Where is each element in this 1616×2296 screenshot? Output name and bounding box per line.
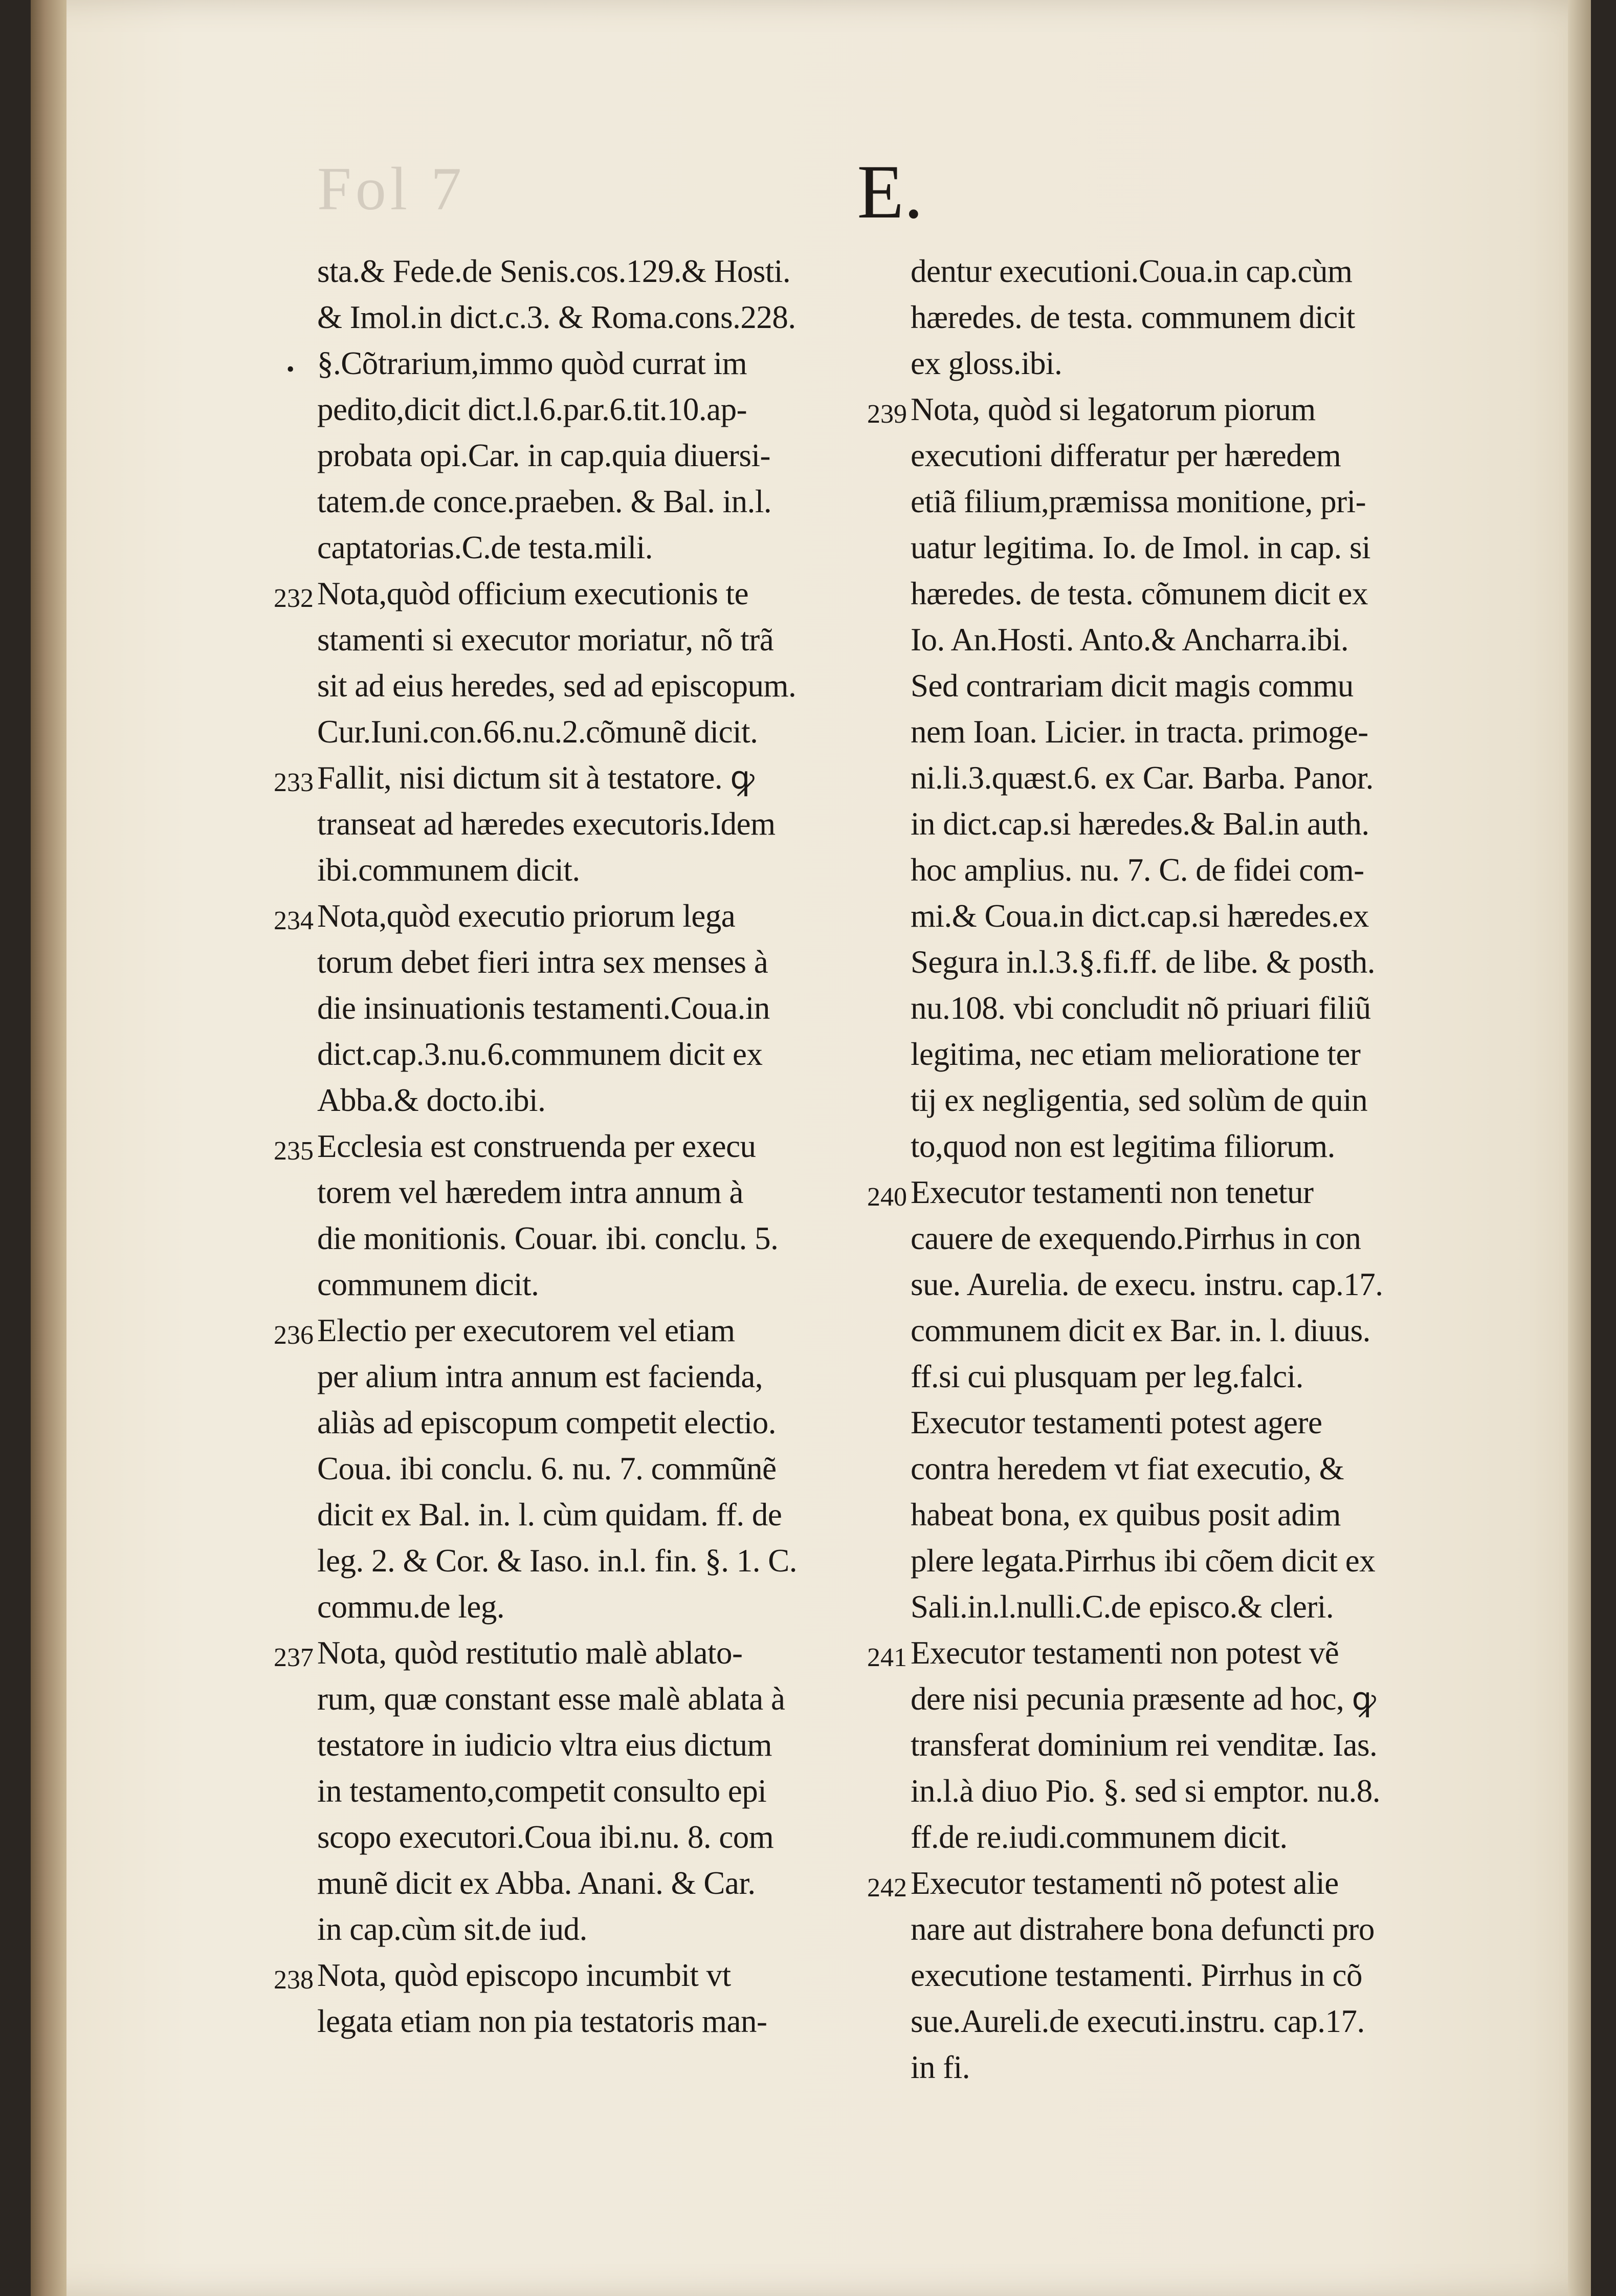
text-line: to,quod non est legitima filiorum.: [911, 1128, 1335, 1164]
text-line: sue.Aureli.de executi.instru. cap.17.: [911, 2003, 1365, 2039]
text-line: per alium intra annum est facienda,: [317, 1359, 763, 1394]
text-line: rum, quæ constant esse malè ablata à: [317, 1681, 785, 1717]
entry: [274, 1952, 895, 2044]
text-line: executioni differatur per hæredem: [911, 438, 1341, 473]
text-line: ex gloss.ibi.: [911, 345, 1062, 381]
text-line: hoc amplius. nu. 7. C. de fidei com-: [911, 852, 1364, 888]
text-line: in cap.cùm sit.de iud.: [317, 1911, 587, 1947]
left-column: [274, 248, 895, 2044]
text-line: nare aut distrahere bona defuncti pro: [911, 1911, 1375, 1947]
text-line: Nota, quòd si legatorum piorum: [911, 391, 1316, 427]
text-line: in.l.à diuo Pio. §. sed si emptor. nu.8.: [911, 1773, 1380, 1809]
text-line: die monitionis. Couar. ibi. conclu. 5.: [317, 1220, 779, 1256]
entry: [286, 340, 895, 571]
entry-number: 240: [867, 1183, 907, 1212]
text-line: leg. 2. & Cor. & Iaso. in.l. fin. §. 1. C.: [317, 1543, 797, 1579]
right-column: [867, 248, 1514, 2090]
text-line: Nota, quòd episcopo incumbit vt: [317, 1957, 731, 1993]
entry-number: 241: [867, 1643, 907, 1672]
entry-number: 234: [274, 906, 314, 935]
text-line: Coua. ibi conclu. 6. nu. 7. commũnẽ: [317, 1451, 777, 1486]
text-line: torum debet fieri intra sex menses à: [317, 944, 768, 980]
text-line: etiã filium,præmissa monitione, pri-: [911, 484, 1366, 519]
text-line: transeat ad hæredes executoris.Idem: [317, 806, 776, 842]
text-line: executione testamenti. Pirrhus in cõ: [911, 1957, 1363, 1993]
text-line: in testamento,competit consulto epi: [317, 1773, 767, 1809]
text-line: dentur executioni.Coua.in cap.cùm: [911, 253, 1353, 289]
text-line: stamenti si executor moriatur, nõ trã: [317, 622, 774, 658]
text-line: Io. An.Hosti. Anto.& Ancharra.ibi.: [911, 622, 1349, 658]
text-line: Executor testamenti potest agere: [911, 1405, 1322, 1440]
text-line: Abba.& docto.ibi.: [317, 1082, 546, 1118]
text-line: plere legata.Pirrhus ibi cõem dicit ex: [911, 1543, 1376, 1579]
text-line: nem Ioan. Licier. in tracta. primoge-: [911, 714, 1368, 750]
text-line: Executor testamenti non potest vẽ: [911, 1635, 1339, 1671]
text-line: & Imol.in dict.c.3. & Roma.cons.228.: [317, 299, 796, 335]
text-line: ibi.communem dicit.: [317, 852, 580, 888]
page-binding: [31, 0, 67, 2296]
text-line: dict.cap.3.nu.6.communem dicit ex: [317, 1036, 763, 1072]
text-line: tatem.de conce.praeben. & Bal. in.l.: [317, 484, 772, 519]
entry-number: 232: [274, 584, 314, 613]
bleed-through-folio: Fol 7: [317, 155, 466, 223]
text-line: §.Cõtrarium,immo quòd currat im: [317, 345, 747, 381]
text-line: Nota,quòd executio priorum lega: [317, 898, 736, 934]
entry: [274, 571, 895, 755]
text-line: Electio per executorem vel etiam: [317, 1313, 735, 1348]
entry-number: 233: [274, 768, 314, 797]
text-line: ff.si cui plusquam per leg.falci.: [911, 1359, 1303, 1394]
text-line: commu.de leg.: [317, 1589, 505, 1625]
text-line: Nota, quòd restitutio malè ablato-: [317, 1635, 743, 1671]
text-line: mi.& Coua.in dict.cap.si hæredes.ex: [911, 898, 1369, 934]
text-line: dicit ex Bal. in. l. cùm quidam. ff. de: [317, 1497, 782, 1533]
entry-number: 239: [867, 400, 907, 429]
text-line: Ecclesia est construenda per execu: [317, 1128, 756, 1164]
text-line: hæredes. de testa. communem dicit: [911, 299, 1355, 335]
text-line: Nota,quòd officium executionis te: [317, 576, 749, 611]
section-letter: E.: [857, 149, 923, 234]
entry: [867, 386, 1514, 1169]
entry: [274, 755, 895, 893]
text-line: legata etiam non pia testatoris man-: [317, 2003, 767, 2039]
entry-number: 236: [274, 1321, 314, 1350]
text-line: communem dicit ex Bar. in. l. diuus.: [911, 1313, 1370, 1348]
text-line: hæredes. de testa. cõmunem dicit ex: [911, 576, 1368, 611]
entry: [867, 1169, 1514, 1400]
entry: [317, 248, 895, 340]
text-line: contra heredem vt fiat executio, &: [911, 1451, 1344, 1486]
text-line: ni.li.3.quæst.6. ex Car. Barba. Panor.: [911, 760, 1374, 796]
text-line: testatore in iudicio vltra eius dictum: [317, 1727, 772, 1763]
text-line: aliàs ad episcopum competit electio.: [317, 1405, 776, 1440]
text-line: legitima, nec etiam melioratione ter: [911, 1036, 1361, 1072]
entry-number: 237: [274, 1643, 314, 1672]
text-line: habeat bona, ex quibus posit adim: [911, 1497, 1341, 1533]
text-line: die insinuationis testamenti.Coua.in: [317, 990, 770, 1026]
text-line: probata opi.Car. in cap.quia diuersi-: [317, 438, 770, 473]
entry: [867, 1860, 1514, 2090]
text-line: Executor testamenti non tenetur: [911, 1174, 1314, 1210]
text-line: Cur.Iuni.con.66.nu.2.cõmunẽ dicit.: [317, 714, 758, 750]
text-line: scopo executori.Coua ibi.nu. 8. com: [317, 1819, 774, 1855]
entry-number: 235: [274, 1136, 314, 1166]
entry: [274, 893, 895, 1123]
text-line: ff.de re.iudi.communem dicit.: [911, 1819, 1288, 1855]
text-line: transferat dominium rei venditæ. Ias.: [911, 1727, 1378, 1763]
entry: [911, 248, 1514, 386]
text-line: tij ex negligentia, sed solùm de quin: [911, 1082, 1368, 1118]
entry: [911, 1400, 1514, 1630]
text-line: Fallit, nisi dictum sit à testatore. ꝙ: [317, 760, 755, 796]
text-line: pedito,dicit dict.l.6.par.6.tit.10.ap-: [317, 391, 747, 427]
text-line: Segura in.l.3.§.fi.ff. de libe. & posth.: [911, 944, 1375, 980]
text-line: uatur legitima. Io. de Imol. in cap. si: [911, 530, 1371, 565]
page-edge: [1568, 0, 1591, 2296]
text-line: Executor testamenti nõ potest alie: [911, 1865, 1339, 1901]
text-line: Sali.in.l.nulli.C.de episco.& cleri.: [911, 1589, 1334, 1625]
entry: [274, 1123, 895, 1307]
text-line: Sed contrariam dicit magis commu: [911, 668, 1354, 704]
text-line: in fi.: [911, 2049, 970, 2085]
text-line: sit ad eius heredes, sed ad episcopum.: [317, 668, 796, 704]
entry-number: 238: [274, 1965, 314, 1995]
text-line: sta.& Fede.de Senis.cos.129.& Hosti.: [317, 253, 791, 289]
text-line: communem dicit.: [317, 1266, 539, 1302]
entry-bullet: •: [286, 357, 295, 382]
text-line: in dict.cap.si hæredes.& Bal.in auth.: [911, 806, 1369, 842]
text-line: captatorias.C.de testa.mili.: [317, 530, 653, 565]
entry: [274, 1630, 895, 1952]
text-line: nu.108. vbi concludit nõ priuari filiũ: [911, 990, 1371, 1026]
entry: [274, 1307, 895, 1630]
text-line: dere nisi pecunia præsente ad hoc, ꝙ: [911, 1681, 1376, 1717]
text-line: munẽ dicit ex Abba. Anani. & Car.: [317, 1865, 756, 1901]
book-page: [31, 0, 1591, 2296]
entry: [867, 1630, 1514, 1860]
text-line: sue. Aurelia. de execu. instru. cap.17.: [911, 1266, 1383, 1302]
entry-number: 242: [867, 1873, 907, 1903]
text-line: torem vel hæredem intra annum à: [317, 1174, 743, 1210]
text-line: cauere de exequendo.Pirrhus in con: [911, 1220, 1361, 1256]
